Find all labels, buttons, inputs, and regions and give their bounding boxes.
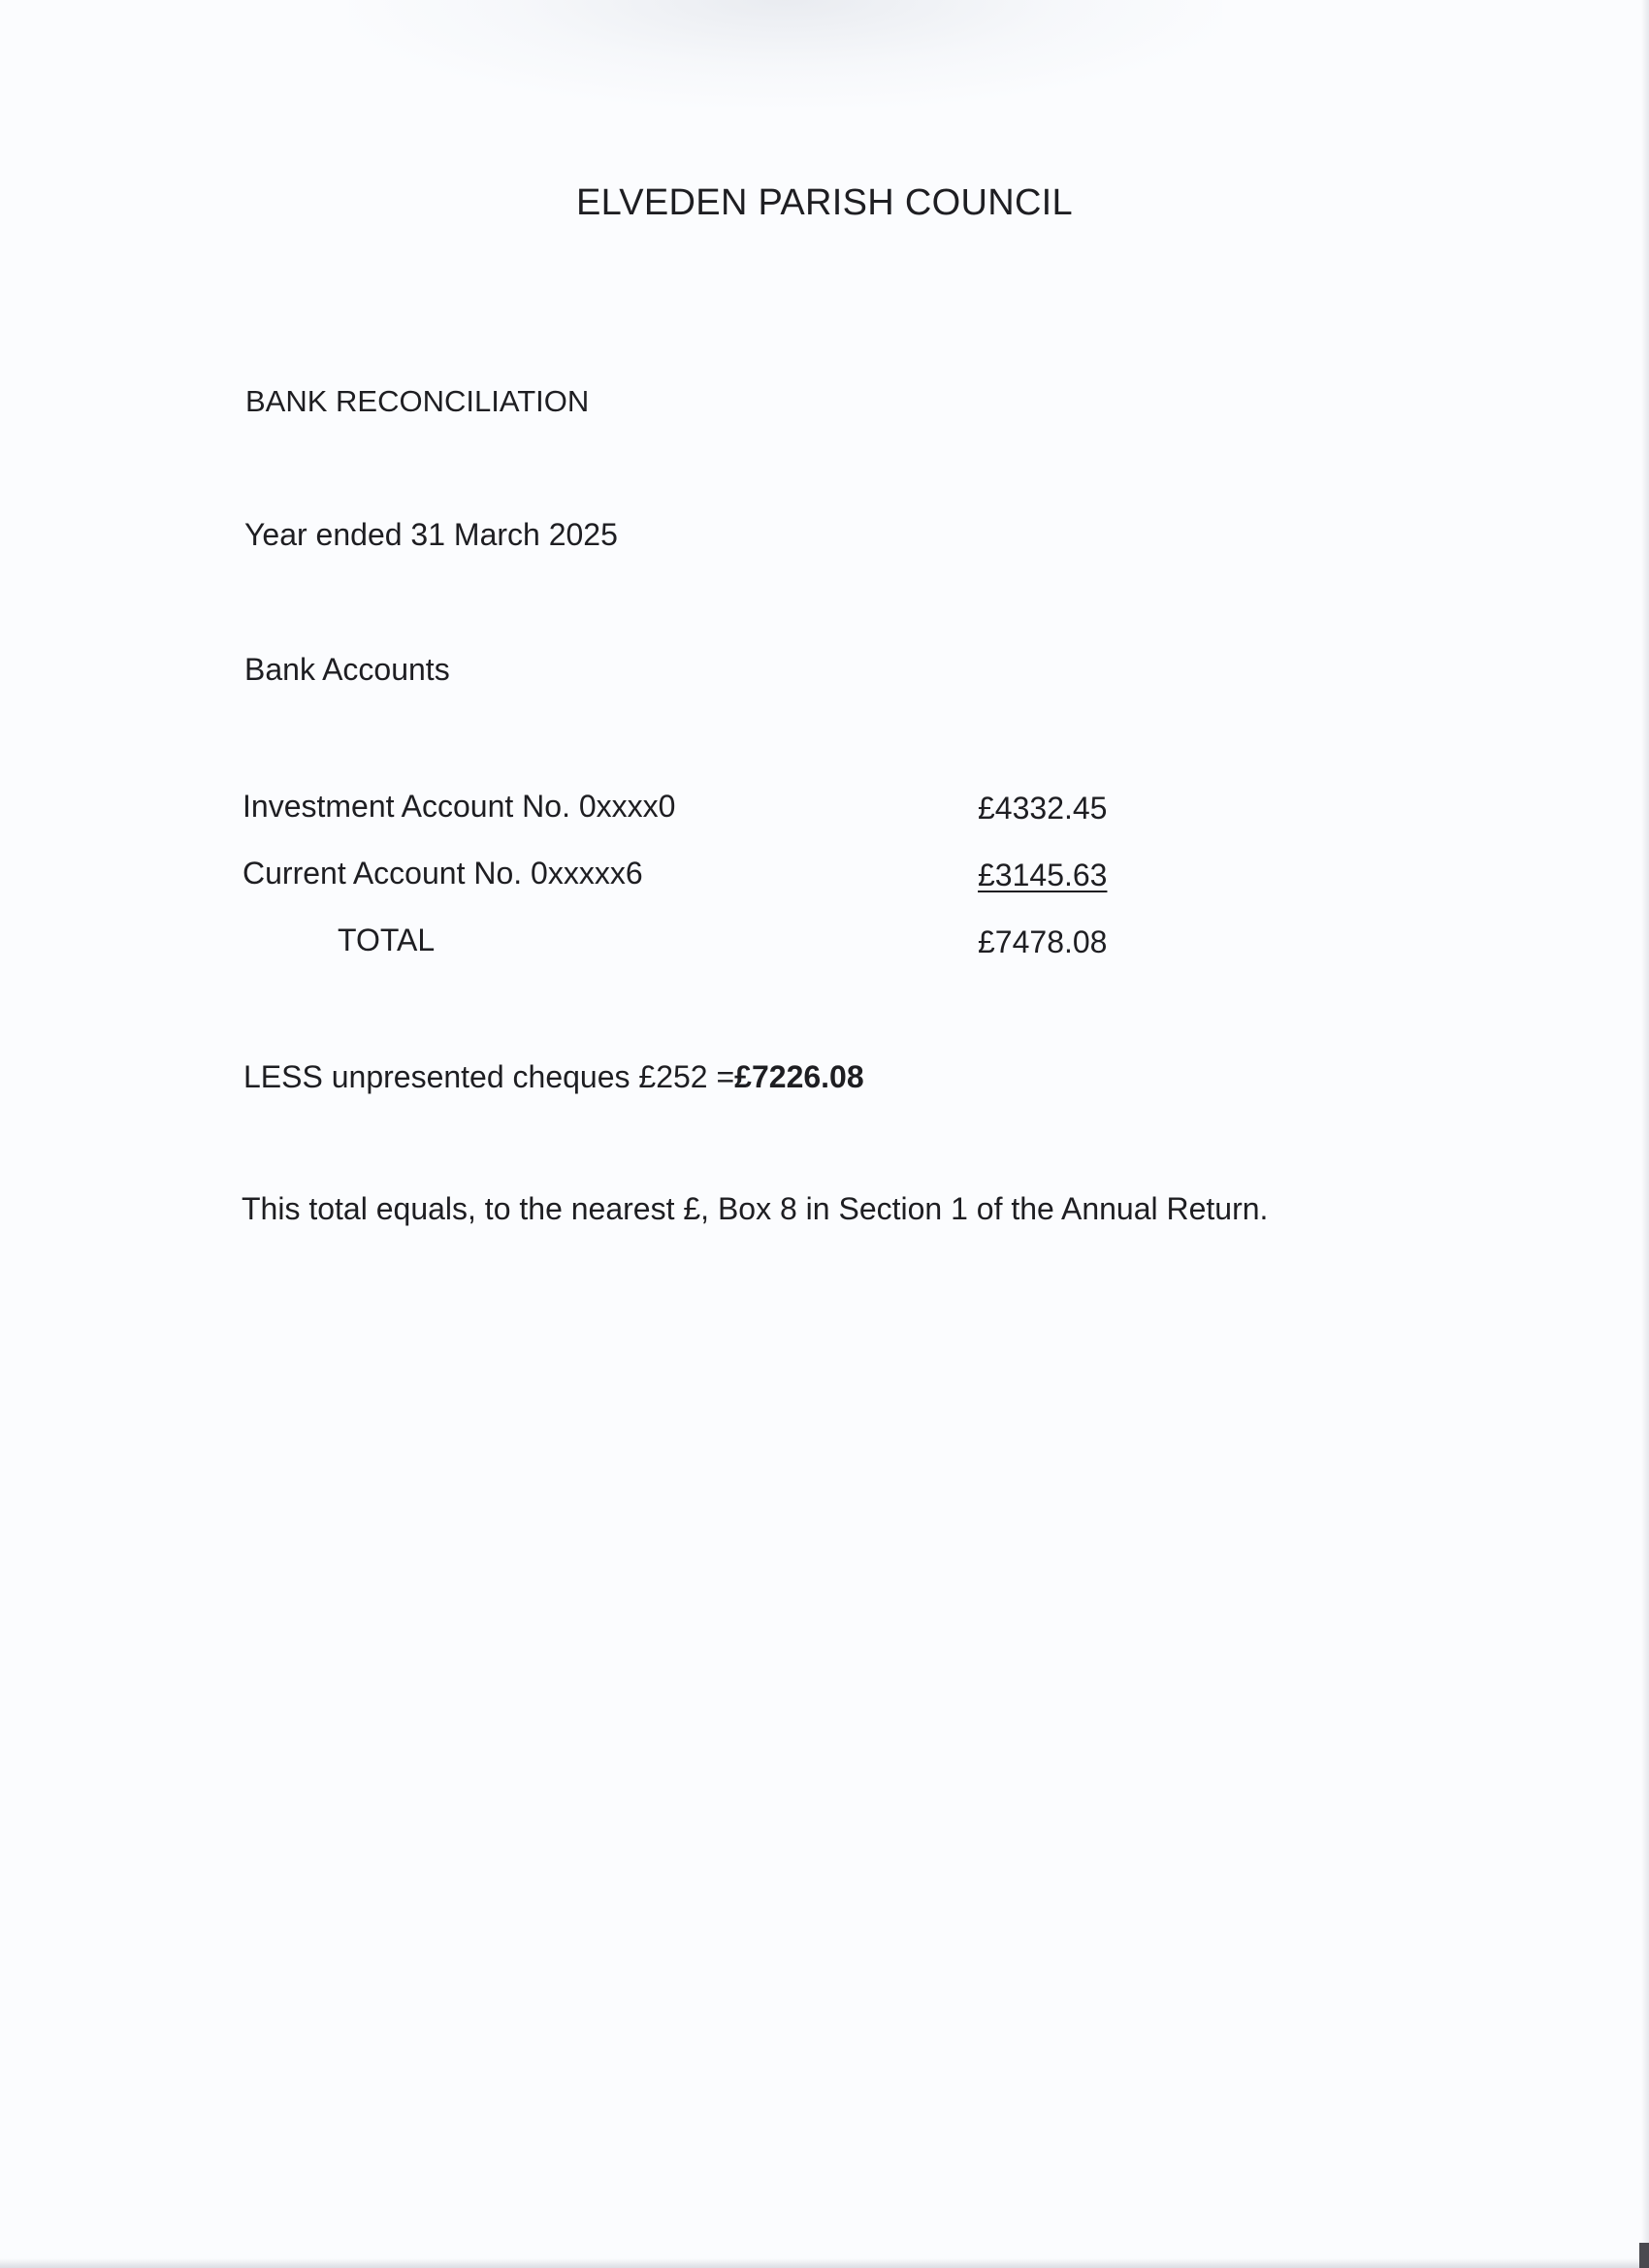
scan-corner-mark xyxy=(1639,2243,1649,2268)
total-amount: £7478.08 xyxy=(978,924,1108,959)
annual-return-note: This total equals, to the nearest £, Box 8 in Section 1 of the Annual Return. xyxy=(242,1191,1269,1226)
section-heading: BANK RECONCILIATION xyxy=(245,384,590,418)
account-name: Current Account No. 0xxxxx6 xyxy=(242,856,643,891)
total-row xyxy=(242,923,1212,965)
total-label: TOTAL xyxy=(338,923,436,957)
account-row-current xyxy=(242,856,1212,898)
unpresented-cheques-text: LESS unpresented cheques £252 = xyxy=(243,1059,735,1094)
reconciled-total: £7226.08 xyxy=(734,1059,864,1094)
account-amount: £3145.63 xyxy=(978,858,1108,892)
account-amount: £4332.45 xyxy=(978,791,1108,826)
scan-edge-bottom xyxy=(0,2258,1649,2268)
account-name: Investment Account No. 0xxxx0 xyxy=(242,789,676,824)
document-title: ELVEDEN PARISH COUNCIL xyxy=(576,182,1073,223)
scan-edge-right xyxy=(1641,0,1649,2268)
scan-shadow xyxy=(349,0,1222,107)
unpresented-cheques-line xyxy=(243,1059,864,1095)
account-row-investment xyxy=(242,789,1212,831)
period-label: Year ended 31 March 2025 xyxy=(244,517,618,552)
bank-accounts-label: Bank Accounts xyxy=(244,652,450,687)
